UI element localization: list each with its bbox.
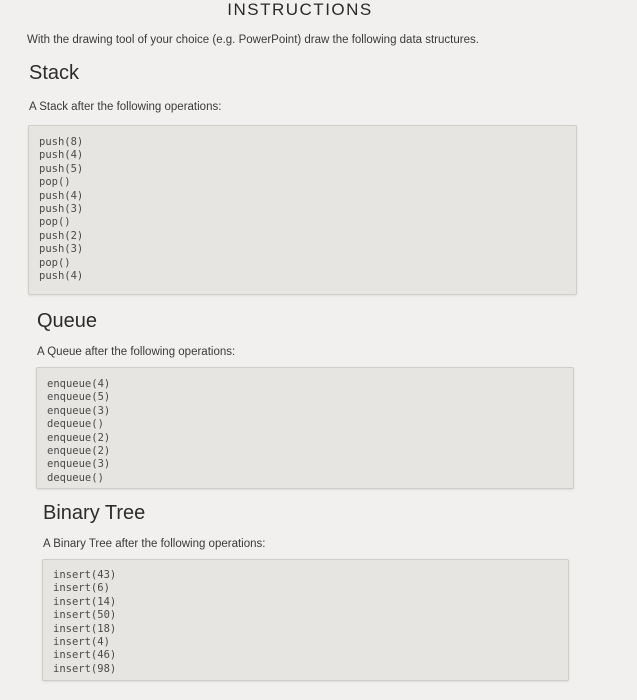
queue-operation: enqueue(2) [47,445,111,458]
binary-tree-operation: insert(14) [53,595,117,608]
queue-operation: enqueue(3) [47,404,111,417]
queue-operation: enqueue(5) [47,391,111,404]
queue-operation: dequeue() [47,418,104,431]
stack-section-title: Stack [29,62,80,84]
binary-tree-operation: insert(4) [53,636,110,649]
stack-operation: pop() [39,176,71,189]
binary-tree-section-title: Binary Tree [43,502,146,524]
stack-operations-list [29,126,576,283]
stack-operation: push(5) [39,162,84,175]
binary-tree-operations-box [42,559,569,681]
binary-tree-operation: insert(6) [53,582,110,595]
binary-tree-operation: insert(18) [53,622,117,635]
intro-text: With the drawing tool of your choice (e.g. PowerPoint) draw the following data structures. [27,34,479,46]
stack-operation: push(3) [39,243,84,256]
binary-tree-operation: insert(50) [53,609,117,622]
binary-tree-operation: insert(46) [53,649,117,662]
binary-tree-description: A Binary Tree after the following operations: [43,538,266,550]
binary-tree-operation: insert(43) [53,569,117,581]
queue-operation: enqueue(2) [47,431,111,444]
queue-operations-list [37,368,573,485]
queue-section-title: Queue [37,310,98,332]
queue-operation: enqueue(3) [47,458,111,471]
queue-operation: enqueue(4) [47,378,111,390]
queue-operations-box [36,367,574,489]
stack-operation: push(4) [39,149,84,162]
stack-operation: push(4) [39,189,84,202]
page-title: INSTRUCTIONS [227,0,373,19]
stack-operation: push(3) [39,203,84,216]
binary-tree-operations-list [43,560,568,676]
stack-description: A Stack after the following operations: [29,101,222,113]
stack-operation: pop() [39,256,71,269]
stack-operation: push(4) [39,270,84,283]
binary-tree-operation: insert(98) [53,662,117,675]
stack-operation: push(8) [39,136,84,148]
stack-operation: push(2) [39,229,84,242]
stack-operations-box [28,125,577,295]
stack-operation: pop() [39,216,71,229]
queue-description: A Queue after the following operations: [37,346,236,358]
queue-operation: dequeue() [47,471,104,484]
